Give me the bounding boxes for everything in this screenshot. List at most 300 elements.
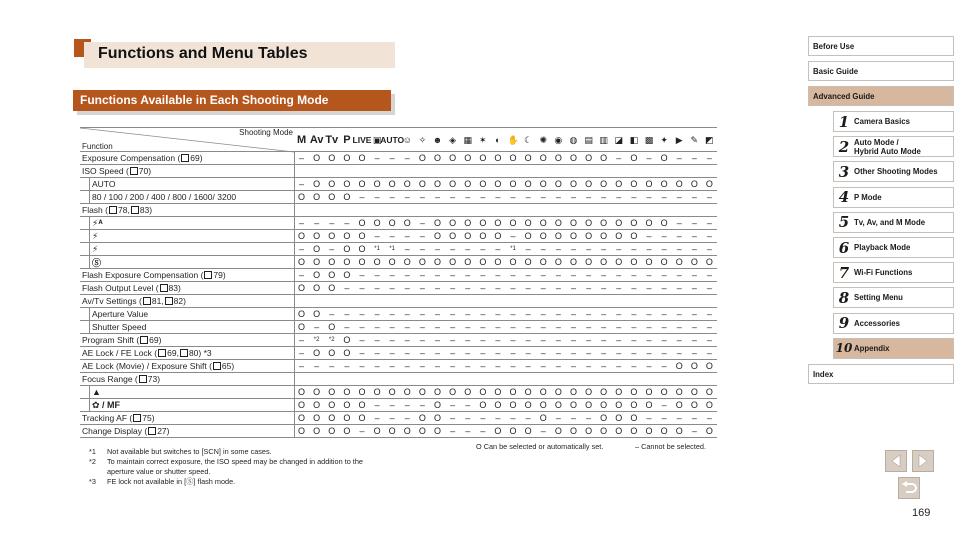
table-cell: O (298, 309, 306, 319)
table-cell: O (313, 231, 321, 241)
table-cell: – (419, 309, 425, 319)
table-cell: – (419, 231, 425, 241)
table-cell: – (661, 413, 667, 423)
table-cell: – (389, 270, 395, 280)
sidebar-chapter-4[interactable] (833, 187, 954, 208)
table-cell: – (374, 153, 380, 163)
table-cell: – (586, 413, 592, 423)
table-cell: – (540, 348, 546, 358)
row-label (82, 360, 234, 372)
table-cell: – (480, 322, 486, 332)
table-cell: O (313, 192, 321, 202)
table-cell: – (586, 244, 592, 254)
table-cell: O (675, 361, 683, 371)
table-cell: – (495, 244, 501, 254)
page-ref[interactable]: 70 (138, 166, 149, 176)
table-cell: – (404, 231, 410, 241)
footnote-text: FE lock not available in [Ⓢ] flash mode. (107, 477, 236, 486)
chapter-number: 6 (838, 238, 850, 257)
row-label (82, 347, 212, 359)
table-cell: – (601, 322, 607, 332)
table-cell: – (525, 309, 531, 319)
table-cell: O (328, 270, 336, 280)
page-ref[interactable]: 82 (173, 296, 184, 306)
table-cell: – (555, 244, 561, 254)
table-cell: – (510, 361, 516, 371)
row-label-end: ) (151, 413, 155, 423)
page-ref-icon (131, 206, 139, 214)
page-ref-icon (204, 271, 212, 279)
table-cell: – (465, 309, 471, 319)
return-icon (901, 481, 917, 495)
sidebar-chapter-7[interactable] (833, 262, 954, 283)
table-cell: O (554, 257, 562, 267)
table-cell: O (630, 413, 638, 423)
table-cell: O (494, 400, 502, 410)
chapter-label: Tv, Av, and M Mode (854, 217, 926, 227)
table-cell: – (465, 244, 471, 254)
table-cell: – (434, 270, 440, 280)
table-cell: O (690, 179, 698, 189)
table-cell: O (464, 231, 472, 241)
table-cell: O (464, 153, 472, 163)
table-cell: – (616, 153, 622, 163)
table-cell: – (450, 361, 456, 371)
table-cell: O (328, 322, 336, 332)
table-cell: – (661, 270, 667, 280)
table-cell: – (480, 244, 486, 254)
table-cell: O (660, 218, 668, 228)
page-ref[interactable]: 79 (213, 270, 223, 280)
table-cell: – (586, 348, 592, 358)
table-cell: – (359, 270, 365, 280)
chapter-label: Camera Basics (854, 117, 910, 126)
row-label (92, 191, 236, 203)
table-cell: – (676, 270, 682, 280)
table-cell: O (343, 335, 351, 345)
table-cell: O (569, 231, 577, 241)
table-cell: O (645, 257, 653, 267)
table-cell: – (434, 309, 440, 319)
table-cell: O (358, 387, 366, 397)
return-button[interactable] (898, 477, 920, 499)
table-cell: – (616, 309, 622, 319)
sidebar-chapter-6[interactable] (833, 237, 954, 258)
table-cell: O (585, 426, 593, 436)
table-cell: – (495, 309, 501, 319)
table-cell: O (554, 400, 562, 410)
table-cell: – (510, 335, 516, 345)
table-cell: – (374, 413, 380, 423)
page-ref[interactable]: 69, (167, 348, 179, 358)
table-cell: O (343, 387, 351, 397)
table-cell: O (328, 192, 336, 202)
row-label-end: ) (183, 296, 186, 306)
table-cell: O (373, 387, 381, 397)
mode-soft-icon: ◧ (629, 134, 639, 145)
row-label-end: ) (231, 361, 235, 371)
table-cell: O (600, 179, 608, 189)
table-cell: – (480, 283, 486, 293)
table-cell: – (374, 283, 380, 293)
page-ref[interactable]: 80 (188, 348, 199, 358)
row-cells (294, 360, 717, 372)
table-cell: – (389, 348, 395, 358)
table-cell: – (525, 192, 531, 202)
table-cell: – (344, 361, 350, 371)
table-cell: – (419, 192, 425, 202)
row-label (82, 295, 186, 307)
table-cell: O (494, 231, 502, 241)
table-cell: – (450, 322, 456, 332)
table-cell: – (540, 283, 546, 293)
row-label-end: ) (222, 270, 226, 280)
mode-av-icon: Av (309, 134, 324, 146)
table-cell: O (660, 179, 668, 189)
row-label (92, 178, 115, 190)
row-label-text: Flash ( (82, 205, 108, 215)
table-cell: – (631, 283, 637, 293)
row-label (92, 308, 148, 320)
table-cell: – (389, 309, 395, 319)
table-cell: – (404, 270, 410, 280)
table-cell: O (373, 179, 381, 189)
row-label (92, 399, 120, 411)
table-cell: – (616, 192, 622, 202)
table-cell: O (403, 426, 411, 436)
row-label (82, 152, 203, 164)
row-label-end: ) (199, 153, 203, 163)
table-cell: O (569, 218, 577, 228)
chapter-label: Accessories (854, 318, 900, 328)
table-cell: O (328, 231, 336, 241)
table-cell: O (479, 153, 487, 163)
table-cell: – (329, 244, 335, 254)
sidebar-chapter-8[interactable] (833, 287, 954, 308)
table-cell: – (419, 270, 425, 280)
table-cell: – (631, 335, 637, 345)
mode-fish-eye-icon: ◍ (569, 134, 578, 145)
table-cell: – (646, 270, 652, 280)
table-cell: O (433, 153, 441, 163)
row-label (92, 230, 98, 242)
table-cell: O (524, 153, 532, 163)
mode-portrait-icon: ☻ (432, 135, 443, 145)
table-cell: – (404, 335, 410, 345)
table-cell: – (661, 335, 667, 345)
chapter-number: 9 (838, 314, 850, 333)
indent-line (89, 256, 90, 268)
row-label-text: Shutter Speed (92, 322, 147, 332)
table-cell: – (389, 413, 395, 423)
mode-sports-icon: ✧ (418, 134, 427, 145)
table-cell: O (328, 153, 336, 163)
mode-auto-icon: AUTO (380, 135, 405, 145)
sidebar-chapter-9[interactable] (833, 313, 954, 334)
table-cell: O (539, 218, 547, 228)
table-cell: – (706, 231, 712, 241)
table-cell: *1 (374, 246, 380, 252)
sidebar-item-advanced-guide[interactable]: Advanced Guide (808, 86, 954, 106)
page-ref[interactable]: 81, (151, 296, 164, 306)
table-cell: – (661, 192, 667, 202)
table-cell: – (706, 218, 712, 228)
table-cell: O (509, 400, 517, 410)
table-cell: – (404, 283, 410, 293)
table-cell: O (418, 153, 426, 163)
table-cell: – (389, 335, 395, 345)
table-cell: – (616, 335, 622, 345)
table-cell: O (449, 179, 457, 189)
table-row (80, 217, 717, 230)
table-cell: O (343, 192, 351, 202)
row-cells (294, 269, 717, 281)
sidebar-item-basic-guide[interactable]: Basic Guide (808, 61, 954, 81)
chapter-number: 4 (838, 188, 850, 207)
table-cell: O (645, 426, 653, 436)
table-cell: – (676, 309, 682, 319)
page-ref[interactable]: 69 (149, 335, 159, 345)
row-label-end: ) (166, 426, 170, 436)
row-label-end: ) (149, 205, 153, 215)
table-cell: O (418, 413, 426, 423)
footnote (89, 477, 389, 487)
table-cell: – (299, 218, 305, 228)
table-cell: – (661, 361, 667, 371)
table-cell: O (630, 387, 638, 397)
mode-special-icon: ◩ (705, 134, 714, 145)
table-cell: – (299, 270, 305, 280)
table-cell: – (525, 322, 531, 332)
table-cell: – (450, 400, 456, 410)
table-cell: – (389, 153, 395, 163)
table-cell: – (404, 348, 410, 358)
sidebar-chapter-1[interactable] (833, 111, 954, 132)
footnote (89, 457, 389, 477)
prev-page-button[interactable] (885, 450, 907, 472)
page-ref[interactable]: 27 (157, 426, 167, 436)
row-label (82, 425, 170, 437)
sidebar-chapter-2[interactable] (833, 136, 954, 157)
table-cell: O (313, 426, 321, 436)
table-cell: O (569, 179, 577, 189)
table-cell: – (691, 153, 697, 163)
table-cell: – (540, 309, 546, 319)
table-cell: – (706, 244, 712, 254)
row-cells (294, 308, 717, 320)
page-ref[interactable]: 73 (147, 374, 158, 384)
table-cell: O (615, 400, 623, 410)
row-label-text: Tracking AF ( (82, 413, 133, 423)
table-cell: – (601, 335, 607, 345)
table-cell: O (433, 231, 441, 241)
table-cell: O (600, 231, 608, 241)
table-cell: O (418, 179, 426, 189)
row-cells (294, 165, 717, 177)
table-cell: – (555, 283, 561, 293)
table-cell: – (495, 335, 501, 345)
table-row (80, 152, 717, 165)
table-cell: – (676, 283, 682, 293)
table-cell: O (433, 257, 441, 267)
table-cell: – (510, 322, 516, 332)
table-cell: O (358, 179, 366, 189)
page-ref[interactable]: 83 (168, 283, 179, 293)
mode-p-icon: P (343, 134, 351, 146)
chapter-number: 5 (838, 213, 850, 232)
table-cell: – (299, 153, 305, 163)
page-ref[interactable]: 78, (117, 205, 130, 215)
mode-toy-icon: ▤ (584, 134, 593, 145)
table-cell: – (631, 309, 637, 319)
indent-line (89, 230, 90, 242)
table-cell: O (433, 413, 441, 423)
table-cell: O (328, 400, 336, 410)
page-ref[interactable]: 75 (142, 413, 152, 423)
page-ref[interactable]: 83 (139, 205, 150, 215)
table-cell: O (509, 179, 517, 189)
table-cell: O (645, 387, 653, 397)
table-cell: O (524, 257, 532, 267)
row-label-text: Av/Tv Settings ( (82, 296, 142, 306)
sidebar-chapter-5[interactable] (833, 212, 954, 233)
row-label-text: Exposure Compensation ( (82, 153, 181, 163)
indent-line (89, 321, 90, 333)
chapter-label: Appendix (854, 343, 890, 353)
table-cell: O (600, 400, 608, 410)
footnote-text: To maintain correct exposure, the ISO speed may be changed in addition to the aperture value or shutter speed. (107, 457, 363, 476)
row-label-text: 80 / 100 / 200 / 400 / 800 / 1600/ 3200 (92, 192, 237, 202)
page-title: Functions and Menu Tables (98, 45, 308, 62)
table-cell: – (646, 309, 652, 319)
table-cell: O (433, 426, 441, 436)
table-cell: O (705, 426, 713, 436)
table-cell: O (585, 231, 593, 241)
table-cell: O (705, 361, 713, 371)
table-cell: O (539, 231, 547, 241)
table-cell: – (344, 283, 350, 293)
mode-fireworks-icon: ✺ (539, 134, 548, 145)
table-cell: – (495, 270, 501, 280)
mode-starry-icon: ✶ (479, 134, 487, 145)
table-cell: O (464, 179, 472, 189)
table-cell: – (555, 361, 561, 371)
next-page-button[interactable] (912, 450, 934, 472)
table-cell: – (631, 244, 637, 254)
table-cell: – (404, 244, 410, 254)
table-cell: – (450, 335, 456, 345)
table-cell: – (586, 322, 592, 332)
table-cell: O (705, 387, 713, 397)
table-cell: – (389, 231, 395, 241)
mode-handheld-icon: ✋ (507, 134, 519, 145)
table-cell: – (676, 153, 682, 163)
table-cell: O (615, 218, 623, 228)
table-cell: O (630, 218, 638, 228)
page-ref[interactable]: 69 (190, 153, 200, 163)
row-cells (294, 347, 717, 359)
chapter-label: Playback Mode (854, 243, 911, 252)
table-row (80, 204, 717, 217)
table-cell: O (449, 231, 457, 241)
table-cell: O (343, 257, 351, 267)
sidebar-chapter-10[interactable] (833, 338, 954, 359)
table-cell: – (706, 270, 712, 280)
table-cell: O (524, 400, 532, 410)
row-cells (294, 191, 717, 203)
page-ref[interactable]: 65 (221, 361, 232, 371)
table-cell: – (465, 270, 471, 280)
row-cells (294, 204, 717, 216)
table-cell: – (359, 192, 365, 202)
table-cell: – (465, 348, 471, 358)
sidebar-item-before-use[interactable]: Before Use (808, 36, 954, 56)
table-row (80, 178, 717, 191)
table-cell: O (675, 179, 683, 189)
row-cells (294, 217, 717, 229)
row-label-text: AE Lock / FE Lock ( (82, 348, 158, 358)
table-cell: O (509, 257, 517, 267)
table-cell: – (555, 270, 561, 280)
table-cell: O (479, 257, 487, 267)
table-cell: – (570, 244, 576, 254)
row-cells (294, 399, 717, 411)
table-cell: *1 (389, 246, 396, 252)
row-cells (294, 334, 717, 346)
table-cell: *2 (313, 337, 320, 343)
table-cell: O (524, 218, 532, 228)
table-cell: O (615, 413, 623, 423)
table-cell: – (691, 283, 697, 293)
table-cell: – (510, 413, 516, 423)
table-cell: – (646, 244, 652, 254)
row-label-end: ) (157, 374, 161, 384)
table-cell: O (600, 257, 608, 267)
table-cell: O (328, 413, 336, 423)
table-cell: – (434, 361, 440, 371)
table-cell: O (690, 361, 698, 371)
chapter-number: 7 (838, 263, 850, 282)
table-cell: – (510, 309, 516, 319)
table-cell: – (586, 192, 592, 202)
table-cell: O (313, 270, 321, 280)
table-cell: – (480, 335, 486, 345)
table-cell: – (525, 335, 531, 345)
table-cell: O (464, 257, 472, 267)
footnote-mark: *3 (89, 477, 96, 486)
sidebar-chapter-3[interactable] (833, 161, 954, 182)
table-cell: O (358, 257, 366, 267)
sidebar-item-index[interactable]: Index (808, 364, 954, 384)
table-cell: – (691, 413, 697, 423)
table-cell: – (646, 335, 652, 345)
table-cell: O (479, 218, 487, 228)
table-cell: – (601, 270, 607, 280)
table-cell: O (313, 283, 321, 293)
indent-line (89, 243, 90, 255)
arrow-right-icon (917, 454, 929, 468)
table-cell: – (676, 231, 682, 241)
table-cell: – (616, 270, 622, 280)
table-cell: – (570, 413, 576, 423)
table-cell: O (585, 179, 593, 189)
table-cell: O (509, 387, 517, 397)
table-cell: – (555, 348, 561, 358)
row-cells (294, 386, 717, 398)
page-ref-icon (158, 349, 166, 357)
table-row (80, 191, 717, 204)
table-cell: O (675, 400, 683, 410)
